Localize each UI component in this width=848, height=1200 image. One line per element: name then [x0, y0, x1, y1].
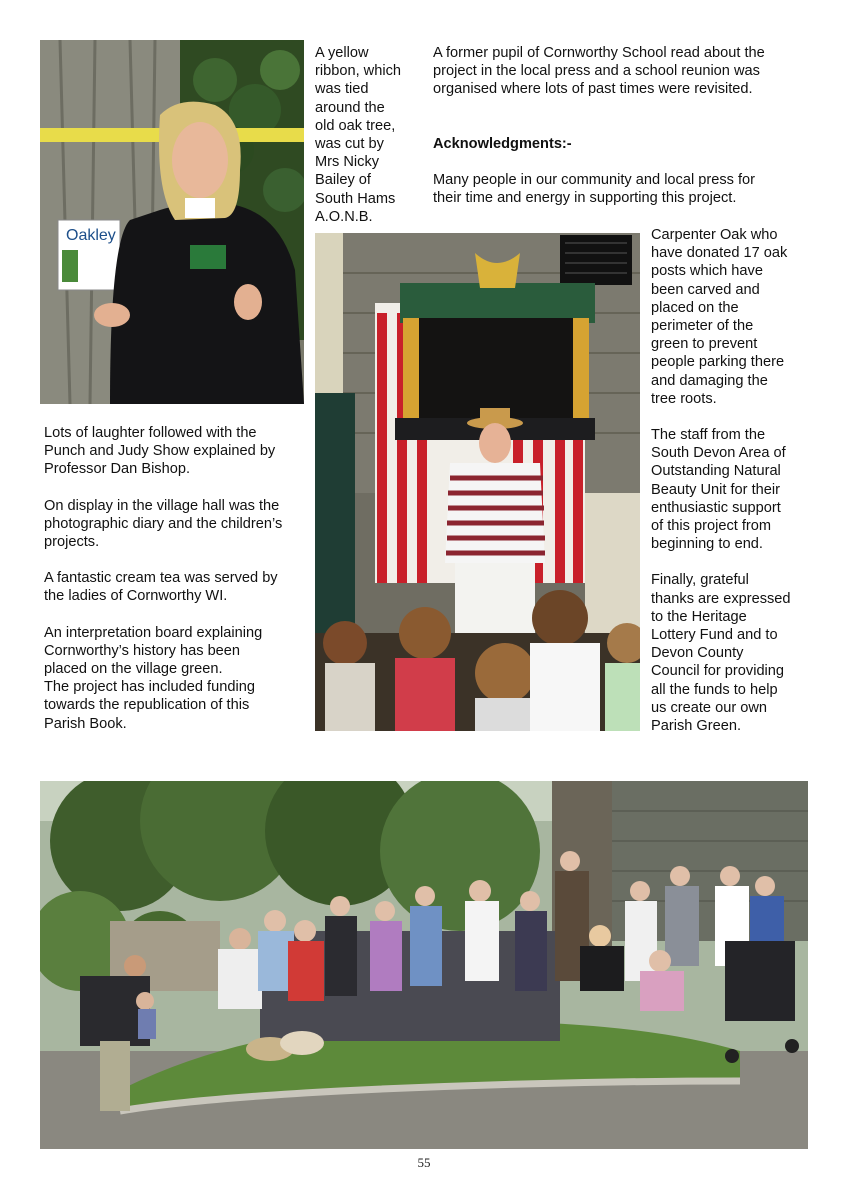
acknowledgments-heading: Acknowledgments:-	[433, 135, 572, 152]
photo-punch-and-judy-show	[315, 233, 640, 731]
caption-line: was tied	[315, 81, 369, 98]
ribbon-caption	[315, 44, 427, 226]
carpenter-line: people parking there	[651, 354, 785, 371]
south-devon-line: enthusiastic support	[651, 499, 781, 516]
finally-line: Lottery Fund and to	[651, 627, 778, 644]
south-devon-line: Outstanding Natural	[651, 463, 781, 480]
board-line: Cornworthy’s history has been	[44, 642, 241, 659]
finally-line: Finally, grateful	[651, 572, 749, 589]
carpenter-line: been carved and	[651, 281, 760, 298]
board-line: An interpretation board explaining	[44, 624, 263, 641]
carpenter-line: Carpenter Oak who	[651, 227, 778, 243]
board-line: Parish Book.	[44, 715, 127, 732]
south-devon-line: Beauty Unit for their	[651, 481, 780, 498]
caption-line: ribbon, which	[315, 63, 401, 80]
caption-line: Bailey of	[315, 172, 371, 189]
caption-line: was cut by	[315, 136, 384, 153]
sign-label: Oakley	[66, 227, 116, 244]
punch-judy-line: Punch and Judy Show explained by	[44, 443, 276, 460]
cream-tea-line: A fantastic cream tea was served by	[44, 570, 278, 587]
caption-line: around the	[315, 99, 385, 116]
carpenter-line: placed on the	[651, 299, 739, 316]
display-line: On display in the village hall was the	[44, 497, 280, 514]
finally-line: thanks are expressed	[651, 590, 791, 607]
photo-woman-cutting-ribbon	[40, 40, 304, 404]
acknowledgments-list	[651, 226, 811, 735]
ack-intro-line: their time and energy in supporting this project.	[433, 190, 737, 207]
south-devon-line: of this project from	[651, 518, 772, 535]
carpenter-line: tree roots.	[651, 390, 717, 407]
display-line: photographic diary and the children’s	[44, 515, 283, 532]
caption-line: A yellow	[315, 45, 369, 61]
carpenter-line: posts which have	[651, 263, 763, 280]
reunion-and-acknowledgments	[433, 44, 813, 207]
finally-line: Devon County	[651, 645, 744, 662]
caption-line: Mrs Nicky	[315, 154, 380, 171]
finally-line: us create our own	[651, 699, 768, 716]
carpenter-line: perimeter of the	[651, 318, 754, 335]
photo-village-group	[40, 781, 808, 1149]
punch-judy-line: Lots of laughter followed with the	[44, 425, 257, 441]
ack-intro-line: Many people in our community and local press for	[433, 171, 756, 188]
caption-line: old oak tree,	[315, 117, 396, 134]
board-line: towards the republication of this	[44, 697, 250, 714]
carpenter-line: have donated 17 oak	[651, 245, 788, 262]
board-line: The project has included funding	[44, 679, 255, 696]
caption-line: South Hams	[315, 190, 396, 207]
finally-line: to the Heritage	[651, 608, 747, 625]
finally-line: Council for providing	[651, 663, 785, 680]
display-line: projects.	[44, 534, 100, 551]
reunion-line: project in the local press and a school reunion was	[433, 63, 760, 80]
south-devon-line: South Devon Area of	[651, 445, 786, 462]
finally-line: all the funds to help	[651, 681, 778, 698]
carpenter-line: green to prevent	[651, 336, 758, 353]
left-column-text	[44, 424, 306, 733]
carpenter-line: and damaging the	[651, 372, 768, 389]
caption-line: A.O.N.B.	[315, 208, 373, 225]
cream-tea-line: the ladies of Cornworthy WI.	[44, 588, 228, 605]
south-devon-line: The staff from the	[651, 427, 766, 444]
reunion-line: organised where lots of past times were revisited.	[433, 81, 753, 98]
punch-judy-line: Professor Dan Bishop.	[44, 461, 191, 478]
page-number: 55	[417, 1155, 431, 1170]
finally-line: Parish Green.	[651, 718, 742, 735]
reunion-line: A former pupil of Cornworthy School read about the	[433, 45, 765, 61]
south-devon-line: beginning to end.	[651, 536, 763, 553]
board-line: placed on the village green.	[44, 661, 223, 678]
